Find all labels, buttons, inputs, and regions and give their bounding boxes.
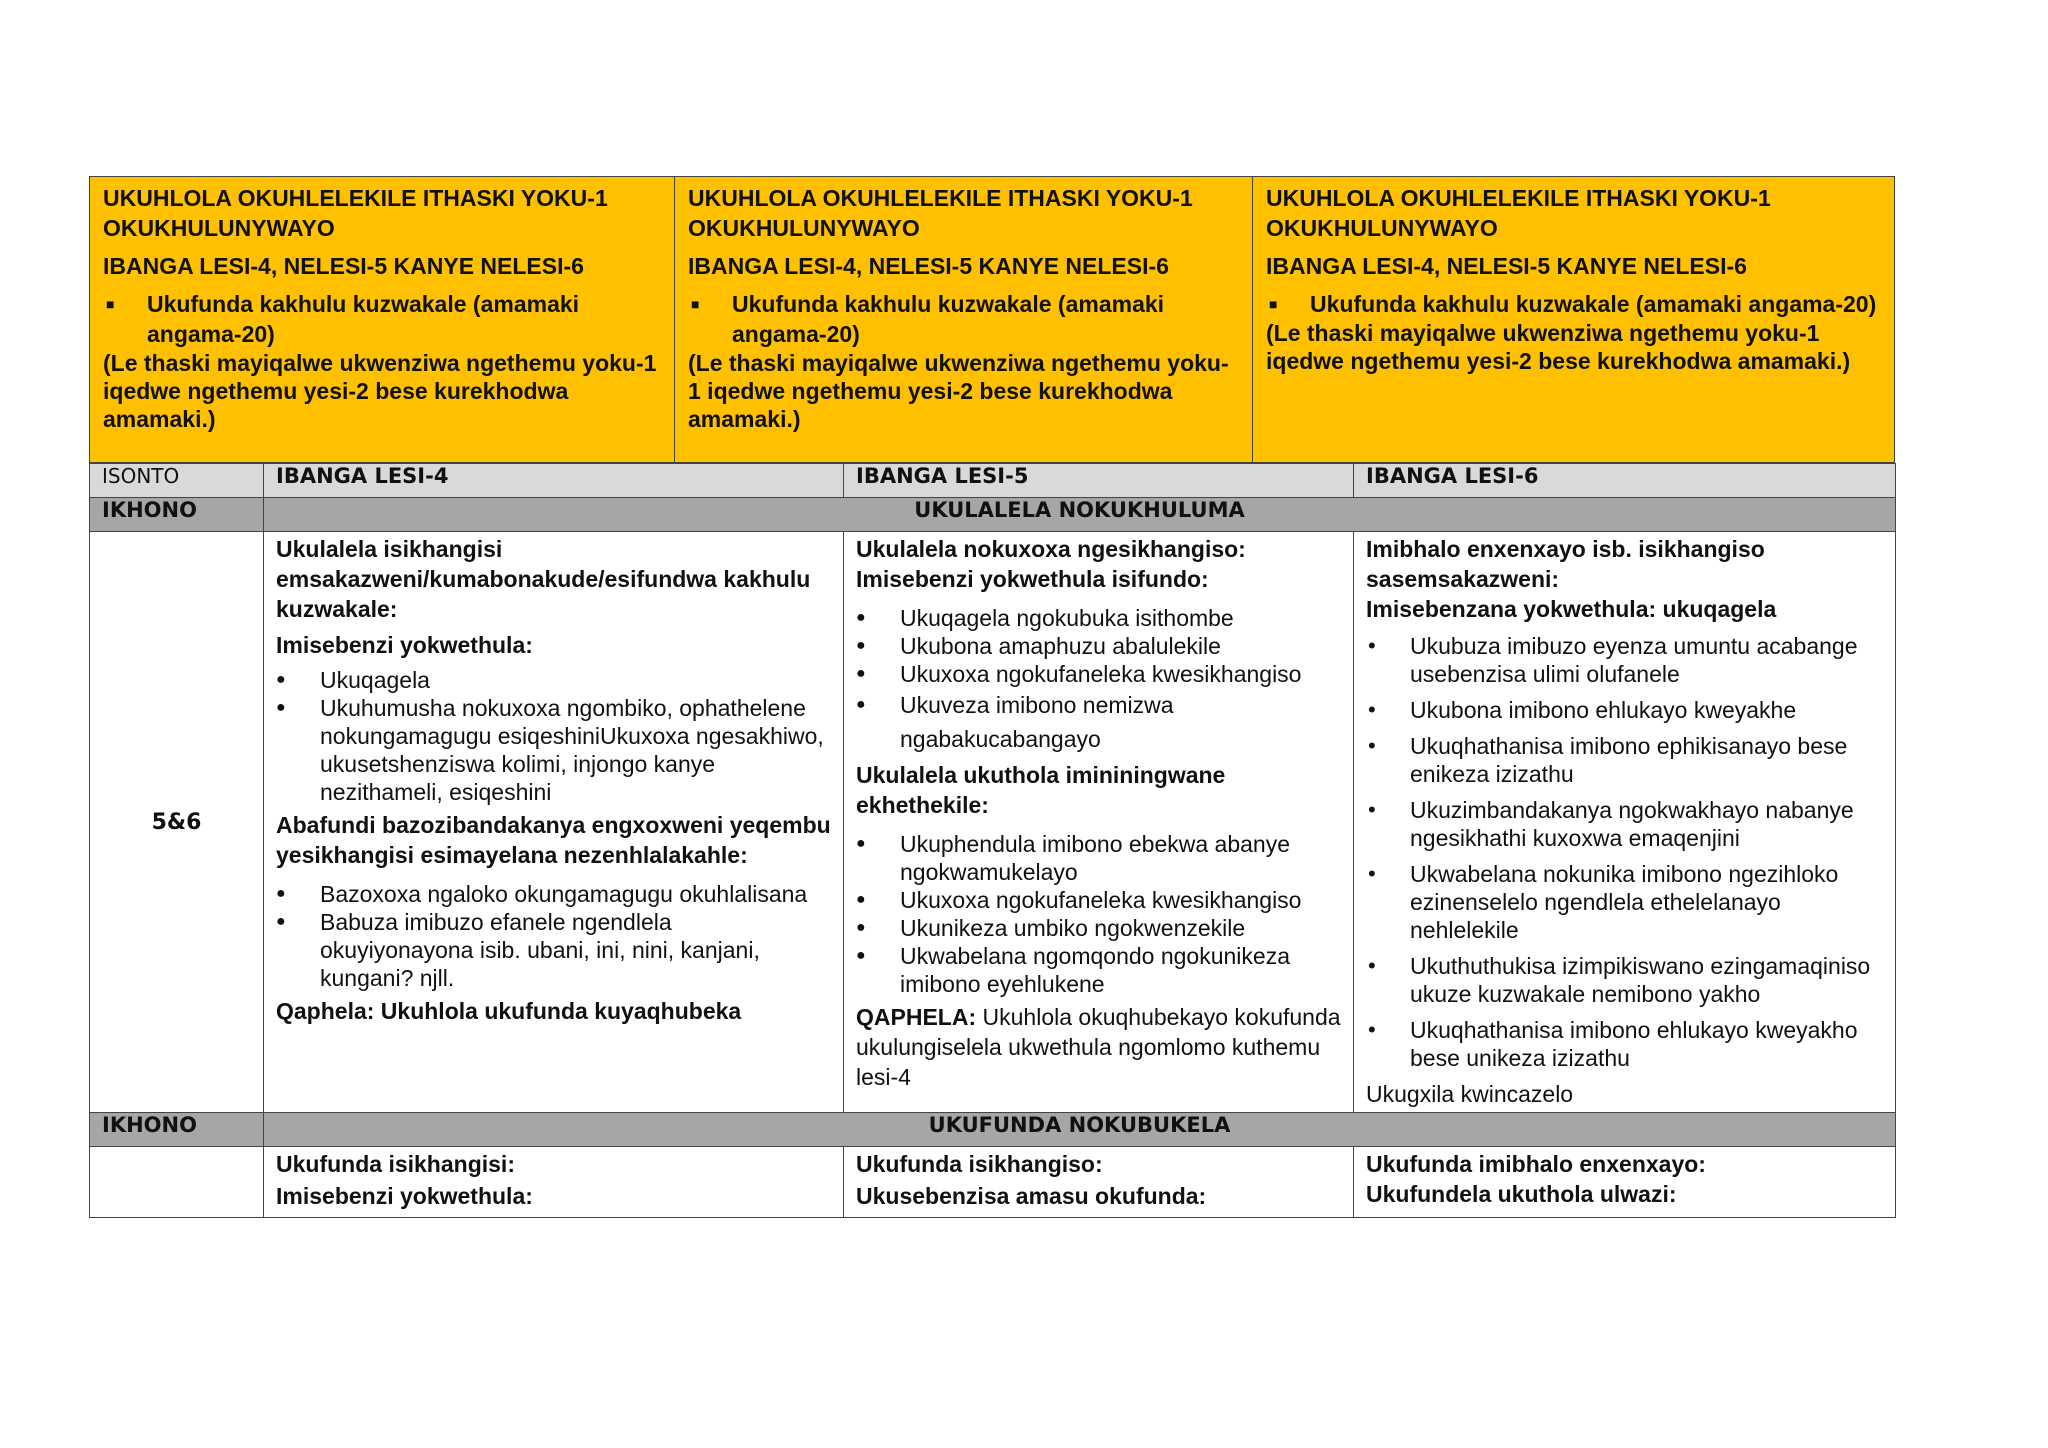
list-item: ● Ukuphendula imibono ebekwa abanye ngokwamukelayo	[856, 830, 1341, 886]
list-item: ● Ukuqagela	[276, 666, 831, 694]
grade4-cell	[264, 532, 844, 1113]
grade5-reading-heading: Ukufunda isikhangiso:	[856, 1151, 1103, 1177]
assessment-note: (Le thaski mayiqalwe ukwenziwa ngethemu yoku-1 iqedwe ngethemu yesi-2 bese kurekhodwa amamaki.)	[688, 350, 1229, 432]
assessment-title: UKUHLOLA OKUHLELEKILE ITHASKI YOKU-1 OKUKHULUNYWAYO	[688, 185, 1193, 241]
assessment-task: Ukufunda kakhulu kuzwakale (amamaki angama-20)	[147, 291, 580, 347]
section-row-reading	[90, 1113, 1896, 1147]
list-item: ● Ukuxoxa ngokufaneleka kwesikhangiso	[856, 886, 1341, 914]
grade5-subheading: Imisebenzi yokwethula isifundo:	[856, 566, 1209, 592]
grade6-subheading: Imisebenzana yokwethula: ukuqagela	[1366, 596, 1777, 622]
list-item: ● Ukunikeza umbiko ngokwenzekile	[856, 914, 1341, 942]
grade5-list-1	[856, 604, 1341, 756]
grade5-note	[856, 1002, 1341, 1092]
assessment-header-band	[89, 176, 1895, 463]
list-item: ● Ukuhumusha nokuxoxa ngombiko, ophathelene nokungamagugu esiqeshiniUkuxoxa ngesakhiwo, ukusetshenziswa kolimi, injongo kanye nezithameli, esiqeshini	[276, 694, 831, 806]
grade5-note-label: QAPHELA:	[856, 1004, 977, 1030]
list-item: ● Babuza imibuzo efanele ngendlela okuyiyonayona isib. ubani, ini, nini, kanjani, kungani? njll.	[276, 908, 831, 992]
grade4-heading-2: Abafundi bazozibandakanya engxoxweni yeqembu yesikhangisi esimayelana nezenhlalakahle:	[276, 812, 831, 868]
grade5-list-2	[856, 830, 1341, 998]
square-bullet-icon: ■	[691, 296, 700, 312]
assessment-grades: IBANGA LESI-4, NELESI-5 KANYE NELESI-6	[688, 253, 1169, 279]
grade6-reading-cell	[1354, 1147, 1896, 1218]
list-item: ● Ukubona amaphuzu abalulekile	[856, 632, 1341, 660]
list-item: • Ukuqhathanisa imibono ehlukayo kweyakho bese unikeza izizathu	[1366, 1016, 1883, 1072]
grade4-note: Qaphela: Ukuhlola ukufunda kuyaqhubeka	[276, 998, 742, 1024]
grade4-reading-subheading: Imisebenzi yokwethula:	[276, 1183, 533, 1209]
grade4-subheading: Imisebenzi yokwethula:	[276, 632, 533, 658]
grade5-reading-cell	[844, 1147, 1354, 1218]
grade6-reading-heading: Ukufunda imibhalo enxenxayo:	[1366, 1151, 1706, 1177]
assessment-task: Ukufunda kakhulu kuzwakale (amamaki angama-20)	[1310, 291, 1877, 317]
grade5-cell	[844, 532, 1354, 1113]
grade4-list-1	[276, 666, 831, 806]
grade6-list	[1366, 632, 1883, 1072]
skill-label: IKHONO	[90, 1113, 264, 1147]
assessment-header-cell-2	[674, 177, 1252, 462]
lesson-plan-table	[89, 463, 1896, 1218]
section-title: UKULALELA NOKUKHULUMA	[264, 498, 1896, 532]
assessment-title: UKUHLOLA OKUHLELEKILE ITHASKI YOKU-1 OKUKHULUNYWAYO	[103, 185, 608, 241]
list-item: ● Bazoxoxa ngaloko okungamagugu okuhlalisana	[276, 880, 831, 908]
grade5-reading-subheading: Ukusebenzisa amasu okufunda:	[856, 1183, 1207, 1209]
list-item: ● Ukuqagela ngokubuka isithombe	[856, 604, 1341, 632]
column-header-row	[90, 464, 1896, 498]
assessment-task: Ukufunda kakhulu kuzwakale (amamaki angama-20)	[732, 291, 1165, 347]
list-item: ● Ukuveza imibono nemizwa ngabakucabangayo	[856, 688, 1341, 756]
grade6-cell	[1354, 532, 1896, 1113]
grade4-reading-cell	[264, 1147, 844, 1218]
grade5-heading-2: Ukulalela ukuthola imininingwane ekhethekile:	[856, 762, 1226, 818]
grade6-reading-subheading: Ukufundela ukuthola ulwazi:	[1366, 1181, 1677, 1207]
grade4-reading-heading: Ukufunda isikhangisi:	[276, 1151, 515, 1177]
assessment-grades: IBANGA LESI-4, NELESI-5 KANYE NELESI-6	[103, 253, 584, 279]
grade4-heading: Ukulalela isikhangisi emsakazweni/kumabonakude/esifundwa kakhulu kuzwakale:	[276, 536, 811, 622]
grade6-note: Ukugxila kwincazelo	[1366, 1081, 1574, 1107]
content-row-reading	[90, 1147, 1896, 1218]
assessment-header-cell-3	[1252, 177, 1893, 462]
square-bullet-icon: ■	[106, 296, 115, 312]
list-item: • Ukuqhathanisa imibono ephikisanayo bese enikeza izizathu	[1366, 732, 1883, 788]
week-number: 5&6	[90, 532, 264, 1113]
grade5-heading: Ukulalela nokuxoxa ngesikhangiso:	[856, 536, 1246, 562]
square-bullet-icon: ■	[1269, 296, 1278, 312]
col-header-grade4: IBANGA LESI-4	[264, 464, 844, 498]
list-item: • Ukuthuthukisa izimpikiswano ezingamaqiniso ukuze kuzwakale nemibono yakho	[1366, 952, 1883, 1008]
assessment-grades: IBANGA LESI-4, NELESI-5 KANYE NELESI-6	[1266, 253, 1747, 279]
content-row-listening	[90, 532, 1896, 1113]
assessment-title: UKUHLOLA OKUHLELEKILE ITHASKI YOKU-1 OKUKHULUNYWAYO	[1266, 185, 1771, 241]
skill-label: IKHONO	[90, 498, 264, 532]
list-item: • Ukuzimbandakanya ngokwakhayo nabanye ngesikhathi kuxoxwa emaqenjini	[1366, 796, 1883, 852]
lesson-plan-page	[89, 176, 1895, 1218]
grade4-list-2	[276, 880, 831, 992]
week-cell-empty	[90, 1147, 264, 1218]
grade6-heading: Imibhalo enxenxayo isb. isikhangiso sasemsakazweni:	[1366, 536, 1765, 592]
list-item: ● Ukuxoxa ngokufaneleka kwesikhangiso	[856, 660, 1341, 688]
section-title: UKUFUNDA NOKUBUKELA	[264, 1113, 1896, 1147]
section-row-listening	[90, 498, 1896, 532]
grade5-note-text: Ukuhlola okuqhubekayo kokufunda ukulungiselela ukwethula ngomlomo kuthemu lesi-4	[856, 1004, 1341, 1090]
assessment-note: (Le thaski mayiqalwe ukwenziwa ngethemu yoku-1 iqedwe ngethemu yesi-2 bese kurekhodwa amamaki.)	[1266, 320, 1851, 374]
list-item: • Ukubuza imibuzo eyenza umuntu acabange usebenzisa ulimi olufanele	[1366, 632, 1883, 688]
list-item: • Ukubona imibono ehlukayo kweyakhe	[1366, 696, 1883, 724]
assessment-note: (Le thaski mayiqalwe ukwenziwa ngethemu yoku-1 iqedwe ngethemu yesi-2 bese kurekhodwa amamaki.)	[103, 350, 657, 432]
list-item: ● Ukwabelana ngomqondo ngokunikeza imibono eyehlukene	[856, 942, 1341, 998]
assessment-header-cell-1	[90, 177, 674, 462]
list-item: • Ukwabelana nokunika imibono ngezihloko ezinenselelo ngendlela ethelelanayo nehlelekile	[1366, 860, 1883, 944]
col-header-grade6: IBANGA LESI-6	[1354, 464, 1896, 498]
col-header-week: ISONTO	[90, 464, 264, 498]
col-header-grade5: IBANGA LESI-5	[844, 464, 1354, 498]
